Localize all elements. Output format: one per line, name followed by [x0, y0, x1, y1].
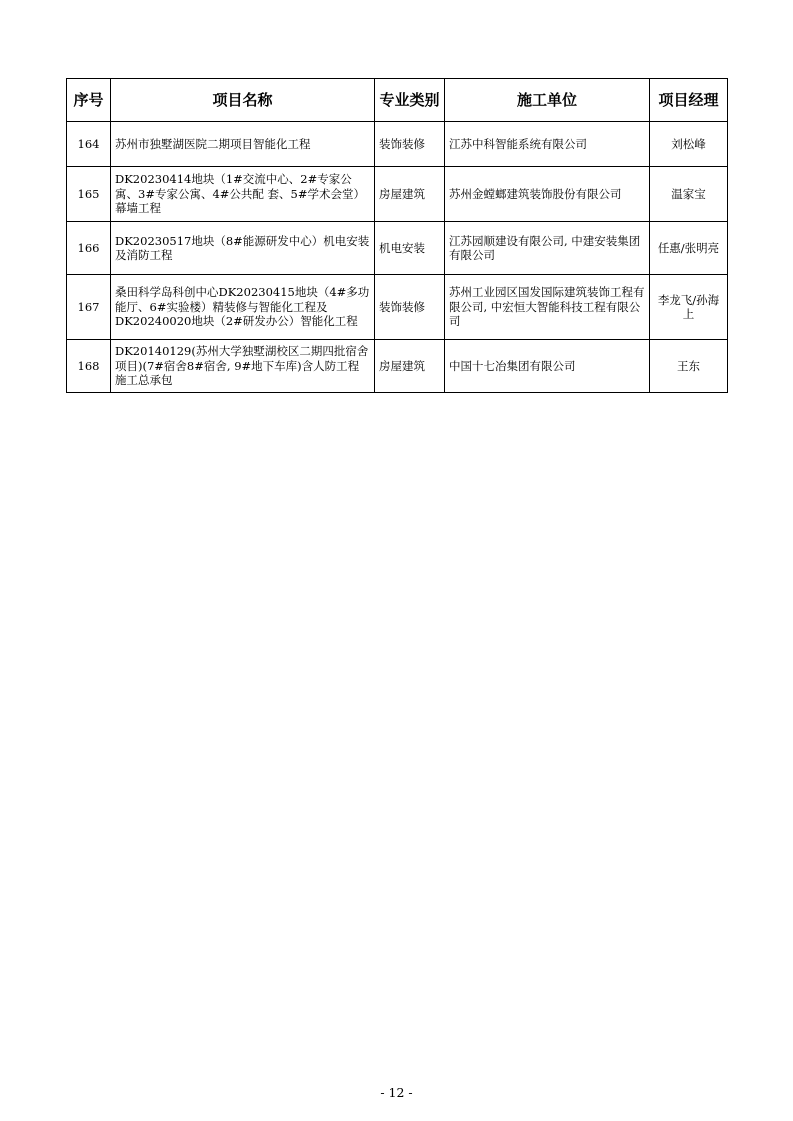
cell-category: 机电安装: [375, 222, 445, 275]
cell-project-name: DK20140129(苏州大学独墅湖校区二期四批宿舍项目)(7#宿舍8#宿舍, 9#地下车库)含人防工程施工总承包: [111, 340, 375, 393]
table-header-row: [67, 79, 728, 122]
cell-category: 装饰装修: [375, 275, 445, 340]
table-row: [67, 340, 728, 393]
table-header: [67, 79, 728, 122]
cell-construction-unit: 苏州工业园区国发国际建筑装饰工程有限公司, 中宏恒大智能科技工程有限公司: [445, 275, 650, 340]
cell-seq: 166: [67, 222, 111, 275]
cell-category: 装饰装修: [375, 122, 445, 167]
cell-construction-unit: 江苏中科智能系统有限公司: [445, 122, 650, 167]
column-header-project-manager: 项目经理: [650, 79, 728, 122]
cell-project-manager: 王东: [650, 340, 728, 393]
cell-category: 房屋建筑: [375, 340, 445, 393]
column-header-project-name: 项目名称: [111, 79, 375, 122]
table-body: [67, 122, 728, 393]
table-row: [67, 275, 728, 340]
page-number: - 12 -: [380, 1085, 413, 1100]
column-header-construction-unit: 施工单位: [445, 79, 650, 122]
cell-project-name: DK20230517地块（8#能源研发中心）机电安装及消防工程: [111, 222, 375, 275]
cell-project-manager: 温家宝: [650, 167, 728, 222]
cell-project-manager: 李龙飞/孙海上: [650, 275, 728, 340]
cell-project-manager: 刘松峰: [650, 122, 728, 167]
cell-project-name: 桑田科学岛科创中心DK20230415地块（4#多功能厅、6#实验楼）精装修与智能化工程及DK20240020地块（2#研发办公）智能化工程: [111, 275, 375, 340]
table-row: [67, 167, 728, 222]
cell-seq: 167: [67, 275, 111, 340]
table-row: [67, 122, 728, 167]
cell-project-manager: 任惠/张明亮: [650, 222, 728, 275]
column-header-category: 专业类别: [375, 79, 445, 122]
cell-construction-unit: 中国十七冶集团有限公司: [445, 340, 650, 393]
cell-seq: 164: [67, 122, 111, 167]
cell-construction-unit: 苏州金螳螂建筑装饰股份有限公司: [445, 167, 650, 222]
cell-project-name: 苏州市独墅湖医院二期项目智能化工程: [111, 122, 375, 167]
cell-category: 房屋建筑: [375, 167, 445, 222]
cell-seq: 165: [67, 167, 111, 222]
cell-seq: 168: [67, 340, 111, 393]
column-header-seq: 序号: [67, 79, 111, 122]
table-row: [67, 222, 728, 275]
project-table: [66, 78, 728, 393]
cell-project-name: DK20230414地块（1#交流中心、2#专家公寓、3#专家公寓、4#公共配 套、5#学术会堂）幕墙工程: [111, 167, 375, 222]
cell-construction-unit: 江苏园顺建设有限公司, 中建安装集团有限公司: [445, 222, 650, 275]
